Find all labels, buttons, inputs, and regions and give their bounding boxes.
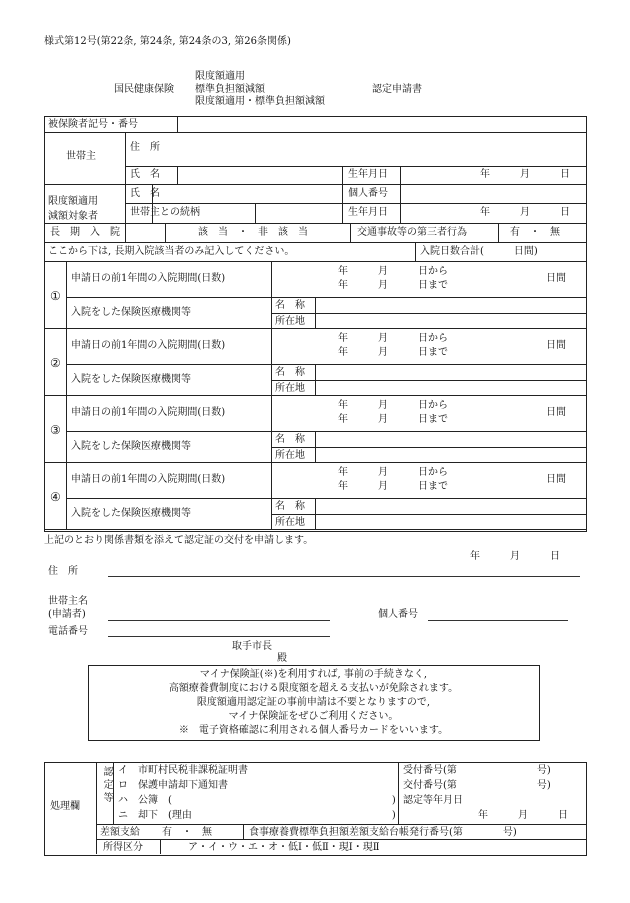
period-days[interactable]: 日間 bbox=[546, 474, 566, 485]
hospital-address-label: 所在地 bbox=[275, 517, 305, 528]
period-from[interactable]: 年 月 日から bbox=[338, 333, 448, 344]
hospital-name-label: 名 称 bbox=[275, 367, 305, 378]
period-days[interactable]: 日間 bbox=[546, 273, 566, 284]
hospital-label: 入院をした保険医療機関等 bbox=[71, 307, 191, 318]
hospital-address-label: 所在地 bbox=[275, 450, 305, 461]
head-name-label: 氏 名 bbox=[130, 169, 160, 180]
relation-label: 世帯主との続柄 bbox=[130, 207, 200, 218]
target-birth-format: 年 月 日 bbox=[480, 207, 570, 218]
period-from[interactable]: 年 月 日から bbox=[338, 266, 448, 277]
form-title-left: 国民健康保険 bbox=[114, 84, 174, 95]
applicant-personal-no-line[interactable] bbox=[428, 620, 568, 621]
form-number: 様式第12号(第22条, 第24条, 第24条の3, 第26条関係) bbox=[44, 36, 291, 47]
hospital-label: 入院をした保険医療機関等 bbox=[71, 374, 191, 385]
applicant-name-label-1: 世帯主名 bbox=[48, 596, 88, 607]
applicant-name-label-2: (申請者) bbox=[48, 609, 86, 620]
period-label: 申請日の前1年間の入院期間(日数) bbox=[71, 407, 226, 418]
form-option-3: 限度額適用・標準負担額減額 bbox=[195, 96, 325, 107]
applicant-name-line[interactable] bbox=[108, 620, 330, 621]
insured-symbol-label: 被保険者記号・番号 bbox=[48, 119, 138, 130]
notice-line-1: マイナ保険証(※)を利用すれば, 事前の手続きなく, bbox=[199, 669, 428, 680]
processing-label: 処理欄 bbox=[50, 801, 80, 812]
authorization-date-format: 年 月 日 bbox=[478, 810, 568, 821]
hospital-name-label: 名 称 bbox=[275, 434, 305, 445]
period-days[interactable]: 日間 bbox=[546, 340, 566, 351]
authorization-date-label: 認定等年月日 bbox=[403, 795, 463, 806]
period-number: ② bbox=[50, 356, 61, 370]
honorific: 殿 bbox=[277, 653, 287, 664]
form-option-2: 標準負担額減額 bbox=[195, 84, 265, 95]
notice-line-4: マイナ保険証をぜひご利用ください。 bbox=[228, 711, 399, 722]
diff-payment-label: 差額支給 bbox=[100, 827, 140, 838]
longterm-label: 長 期 入 院 bbox=[50, 227, 120, 238]
income-class-label: 所得区分 bbox=[103, 842, 143, 853]
item-ni: ニ 却下 (理由 ) bbox=[118, 810, 396, 821]
application-date: 年 月 日 bbox=[470, 551, 560, 562]
period-number: ④ bbox=[50, 490, 61, 504]
item-ha: ハ 公簿 ( ) bbox=[118, 795, 396, 806]
item-ro: ロ 保護申請却下通知書 bbox=[118, 780, 228, 791]
third-party-label: 交通事故等の第三者行為 bbox=[357, 227, 467, 238]
form-title-right: 認定申請書 bbox=[372, 84, 422, 95]
application-statement: 上記のとおり関係書類を添えて認定証の交付を申請します。 bbox=[44, 535, 314, 546]
longterm-note: ここから下は, 長期入院該当者のみ記入してください。 bbox=[48, 246, 295, 257]
personal-number-label: 個人番号 bbox=[348, 188, 388, 199]
period-number: ③ bbox=[50, 423, 61, 437]
applicant-address-line[interactable] bbox=[108, 576, 580, 577]
diff-payment-option: 有 ・ 無 bbox=[162, 827, 212, 838]
period-label: 申請日の前1年間の入院期間(日数) bbox=[71, 474, 226, 485]
period-to[interactable]: 年 月 日まで bbox=[338, 347, 448, 358]
hospital-label: 入院をした保険医療機関等 bbox=[71, 508, 191, 519]
hospital-name-label: 名 称 bbox=[275, 300, 305, 311]
notice-line-2: 高額療養費制度における限度額を超える支払いが免除されます。 bbox=[168, 683, 459, 694]
authorization-label: 認定等 bbox=[101, 766, 112, 805]
hospital-label: 入院をした保険医療機関等 bbox=[71, 441, 191, 452]
period-days[interactable]: 日間 bbox=[546, 407, 566, 418]
hospital-address-label: 所在地 bbox=[275, 316, 305, 327]
head-birth-format: 年 月 日 bbox=[480, 169, 570, 180]
period-to[interactable]: 年 月 日まで bbox=[338, 414, 448, 425]
notice-line-3: 限度額適用認定証の事前申請は不要となりますので, bbox=[196, 697, 431, 708]
applicant-personal-no-label: 個人番号 bbox=[378, 609, 418, 620]
period-number: ① bbox=[50, 289, 61, 303]
notice-line-5: ※ 電子資格確認に利用される個人番号カードをいいます。 bbox=[178, 725, 449, 736]
applicant-address-label: 住 所 bbox=[48, 566, 78, 577]
period-to[interactable]: 年 月 日まで bbox=[338, 280, 448, 291]
meal-ledger-number: 食事療養費標準負担額差額支給台帳発行番号(第 号) bbox=[249, 827, 517, 838]
household-head-label: 世帯主 bbox=[66, 151, 96, 162]
days-total: 入院日数合計( 日間) bbox=[420, 246, 538, 257]
item-i: イ 市町村民税非課税証明書 bbox=[118, 765, 248, 776]
period-from[interactable]: 年 月 日から bbox=[338, 467, 448, 478]
third-party-option[interactable]: 有 ・ 無 bbox=[510, 227, 560, 238]
form-option-1: 限度額適用 bbox=[195, 71, 245, 82]
hospital-address-label: 所在地 bbox=[275, 383, 305, 394]
phone-label: 電話番号 bbox=[48, 626, 88, 637]
period-to[interactable]: 年 月 日まで bbox=[338, 481, 448, 492]
target-name-label: 氏 名 bbox=[130, 188, 160, 199]
target-person-label: 限度額適用 減額対象者 bbox=[48, 196, 98, 222]
receipt-number: 受付番号(第 号) bbox=[403, 765, 551, 776]
head-birth-label: 生年月日 bbox=[348, 169, 388, 180]
period-label: 申請日の前1年間の入院期間(日数) bbox=[71, 273, 226, 284]
head-address-label: 住 所 bbox=[130, 142, 160, 153]
income-class-options: ア・イ・ウ・エ・オ・低Ⅰ・低Ⅱ・現Ⅰ・現Ⅱ bbox=[188, 842, 380, 853]
longterm-option[interactable]: 該 当 ・ 非 該 当 bbox=[198, 227, 308, 238]
period-label: 申請日の前1年間の入院期間(日数) bbox=[71, 340, 226, 351]
period-from[interactable]: 年 月 日から bbox=[338, 400, 448, 411]
mayor-label: 取手市長 bbox=[232, 641, 272, 652]
issue-number: 交付番号(第 号) bbox=[403, 780, 551, 791]
phone-line[interactable] bbox=[108, 636, 330, 637]
hospital-name-label: 名 称 bbox=[275, 501, 305, 512]
target-birth-label: 生年月日 bbox=[348, 207, 388, 218]
